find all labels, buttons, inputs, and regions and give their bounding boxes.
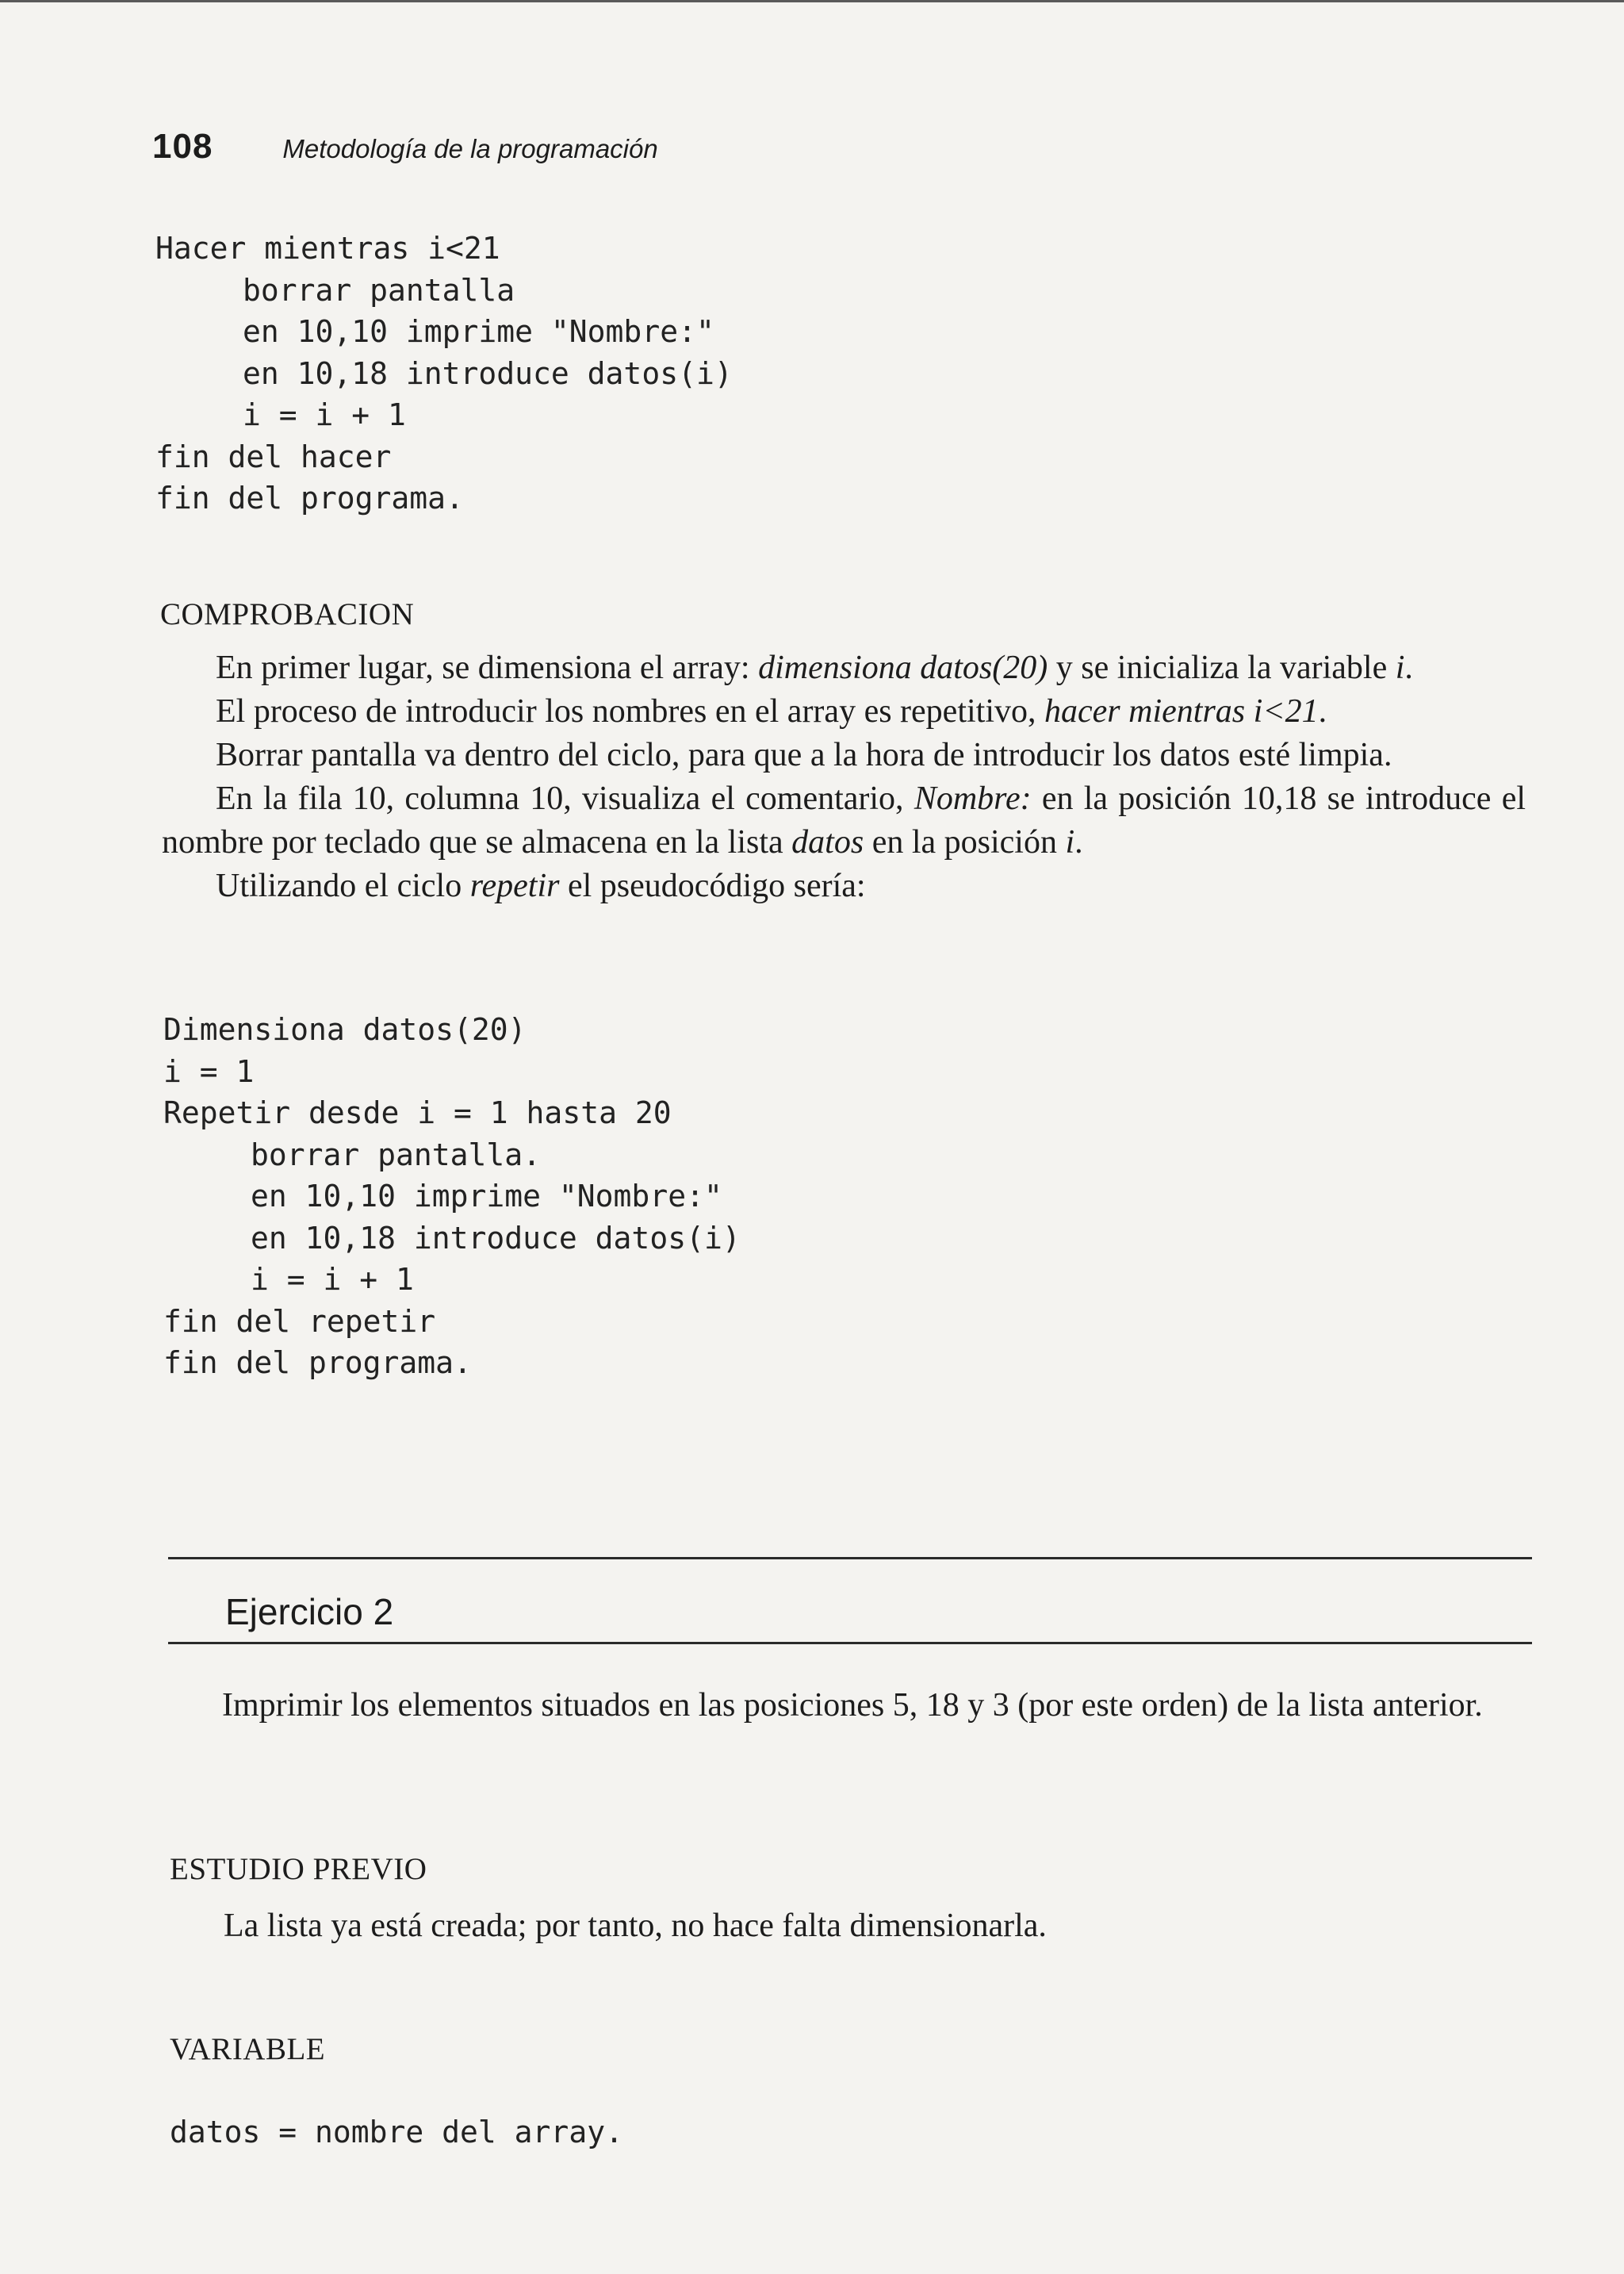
code-line: fin del programa. [163, 1345, 472, 1380]
page-number: 108 [152, 127, 213, 166]
paragraph: Imprimir los elementos situados en las posiciones 5, 18 y 3 (por este orden) de la lista anterior. [222, 1687, 1483, 1724]
page-header [152, 127, 658, 174]
code-line: borrar pantalla [243, 272, 515, 308]
code-line: Repetir desde i = 1 hasta 20 [163, 1095, 672, 1130]
exercise-bottom-rule [168, 1642, 1532, 1644]
paragraph: La lista ya está creada; por tanto, no hace falta dimensionarla. [224, 1908, 1047, 1944]
estudio-previo-body [170, 1904, 1534, 1948]
code-line: fin del repetir [163, 1303, 436, 1339]
paragraph: Borrar pantalla va dentro del ciclo, para que a la hora de introducir los datos esté limpia. [216, 737, 1392, 773]
paragraph: Utilizando el ciclo repetir el pseudocódigo sería: [216, 868, 866, 904]
scan-top-edge [0, 0, 1624, 2]
variable-definition [170, 2111, 623, 2153]
heading-comprobacion: COMPROBACION [160, 597, 415, 631]
heading-variable: VARIABLE [170, 2032, 326, 2066]
code-line: fin del programa. [155, 481, 464, 516]
code-line: Dimensiona datos(20) [163, 1012, 527, 1047]
code-line: fin del hacer [155, 439, 392, 474]
code-line: en 10,18 introduce datos(i) [251, 1220, 741, 1256]
code-line: i = 1 [163, 1053, 255, 1089]
code-line: i = i + 1 [251, 1262, 414, 1297]
paragraph: El proceso de introducir los nombres en el array es repetitivo, hacer mientras i<21. [216, 693, 1327, 730]
code-line: datos = nombre del array. [170, 2115, 623, 2149]
code-line: en 10,10 imprime "Nombre:" [251, 1179, 722, 1214]
code-line: borrar pantalla. [251, 1137, 542, 1172]
code-line: en 10,18 introduce datos(i) [243, 355, 733, 391]
heading-estudio-previo: ESTUDIO PREVIO [170, 1852, 427, 1886]
exercise-top-rule [168, 1557, 1532, 1559]
code-block-repetir [163, 1009, 741, 1384]
code-line: i = i + 1 [243, 397, 406, 432]
exercise-title: Ejercicio 2 [225, 1591, 394, 1632]
code-line: en 10,10 imprime "Nombre:" [243, 314, 714, 349]
running-title: Metodología de la programación [282, 134, 658, 163]
paragraph: En la fila 10, columna 10, visualiza el comentario, Nombre: en la posición 10,18 se introduce el nombre por teclado que se almacena en la lista datos en la posición i. [162, 780, 1526, 861]
code-block-hacer-mientras [155, 228, 733, 520]
comprobacion-body [162, 646, 1526, 908]
exercise-statement [168, 1684, 1532, 1728]
code-line: Hacer mientras i<21 [155, 231, 500, 266]
paragraph: En primer lugar, se dimensiona el array: dimensiona datos(20) y se inicializa la variable i. [216, 650, 1413, 686]
